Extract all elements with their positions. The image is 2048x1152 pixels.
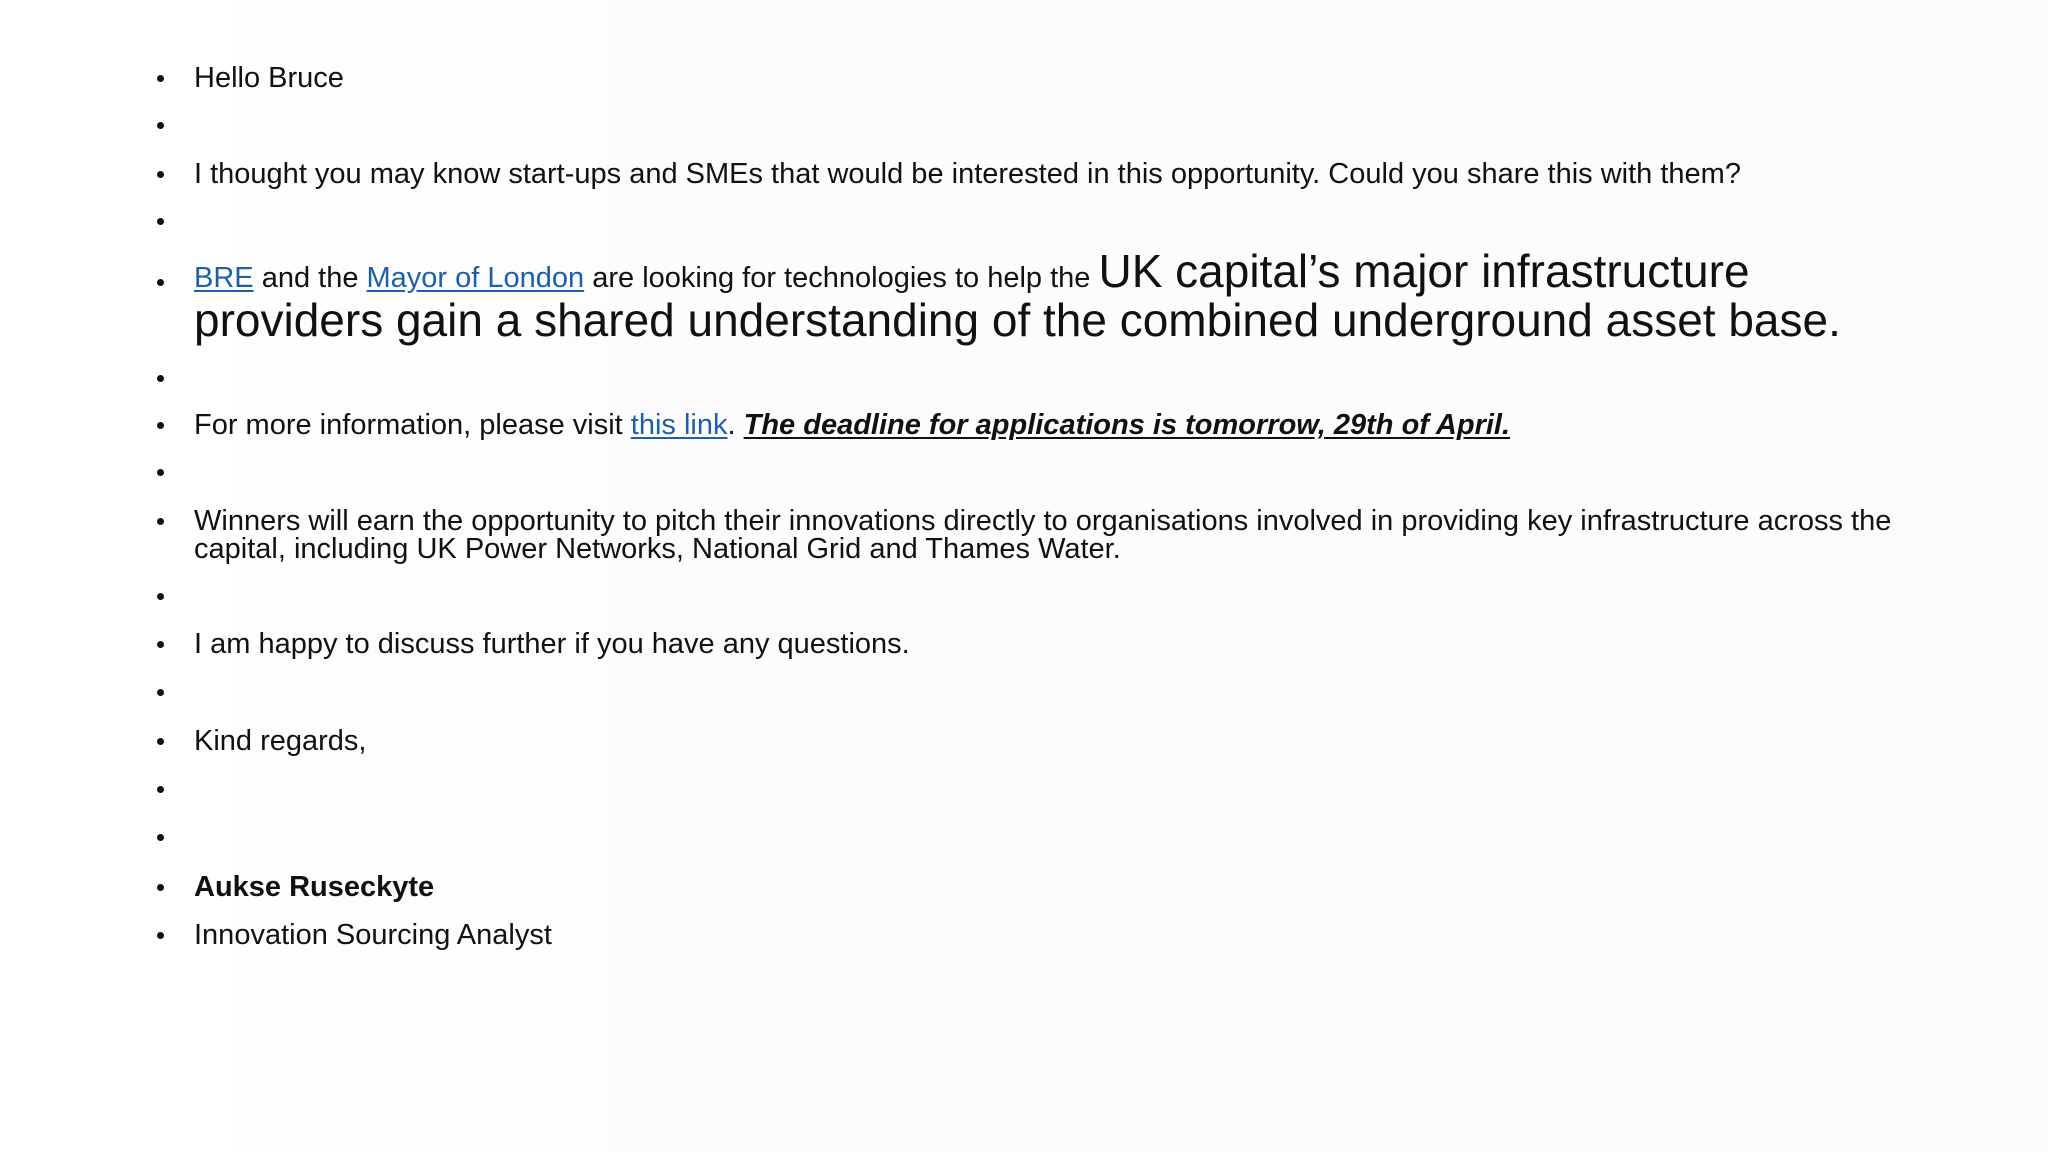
winners-paragraph: [194, 507, 1968, 563]
bullet-icon: [154, 119, 168, 133]
signature-name-line: [194, 873, 1968, 901]
bullet-icon: [154, 881, 168, 895]
signature-name: Aukse Ruseckyte: [194, 871, 435, 903]
this-link[interactable]: this link: [630, 409, 728, 441]
bullet-icon: [154, 72, 168, 86]
info-prefix-text: For more information, please visit: [194, 409, 631, 441]
bullet-icon: [154, 276, 168, 290]
discuss-line: [194, 630, 1968, 658]
mayor-of-london-link[interactable]: Mayor of London: [366, 262, 585, 294]
winners-text: Winners will earn the opportunity to pitch their innovations directly to organisations involved in providing key infrastructure across the capital, including UK Power Networks, National Grid and Thames Water.: [194, 505, 1892, 565]
opportunity-paragraph: [194, 245, 1898, 348]
info-period-text: .: [727, 409, 744, 441]
bullet-icon: [154, 515, 168, 529]
looking-text: are looking for technologies to help the: [584, 262, 1099, 294]
bullet-icon: [154, 215, 168, 229]
infrastructure-statement: UK capital’s major infrastructure providers gain a shared understanding of the combined underground asset base.: [194, 245, 1841, 346]
info-line: [194, 411, 1968, 439]
bullet-icon: [154, 419, 168, 433]
bullet-icon: [154, 466, 168, 480]
deadline-text: The deadline for applications is tomorrow, 29th of April.: [743, 409, 1511, 441]
bullet-icon: [154, 686, 168, 700]
bullet-icon: [154, 929, 168, 943]
bullet-icon: [154, 735, 168, 749]
intro-text: I thought you may know start-ups and SMEs that would be interested in this opportunity. Could you share this with them?: [194, 158, 1741, 190]
greeting-line: [194, 64, 1968, 92]
discuss-text: I am happy to discuss further if you have any questions.: [194, 628, 910, 660]
bullet-icon: [154, 831, 168, 845]
intro-line: [194, 160, 1968, 188]
signature-title: Innovation Sourcing Analyst: [194, 919, 552, 951]
bullet-icon: [154, 372, 168, 386]
bullet-icon: [154, 168, 168, 182]
signature-title-line: [194, 921, 1968, 949]
greeting-text: Hello Bruce: [194, 62, 344, 94]
regards-text: Kind regards,: [194, 725, 367, 757]
regards-line: [194, 727, 1968, 755]
bullet-icon: [154, 590, 168, 604]
bre-link[interactable]: BRE: [194, 262, 254, 294]
bullet-icon: [154, 638, 168, 652]
bullet-icon: [154, 783, 168, 797]
and-the-text: and the: [253, 262, 367, 294]
